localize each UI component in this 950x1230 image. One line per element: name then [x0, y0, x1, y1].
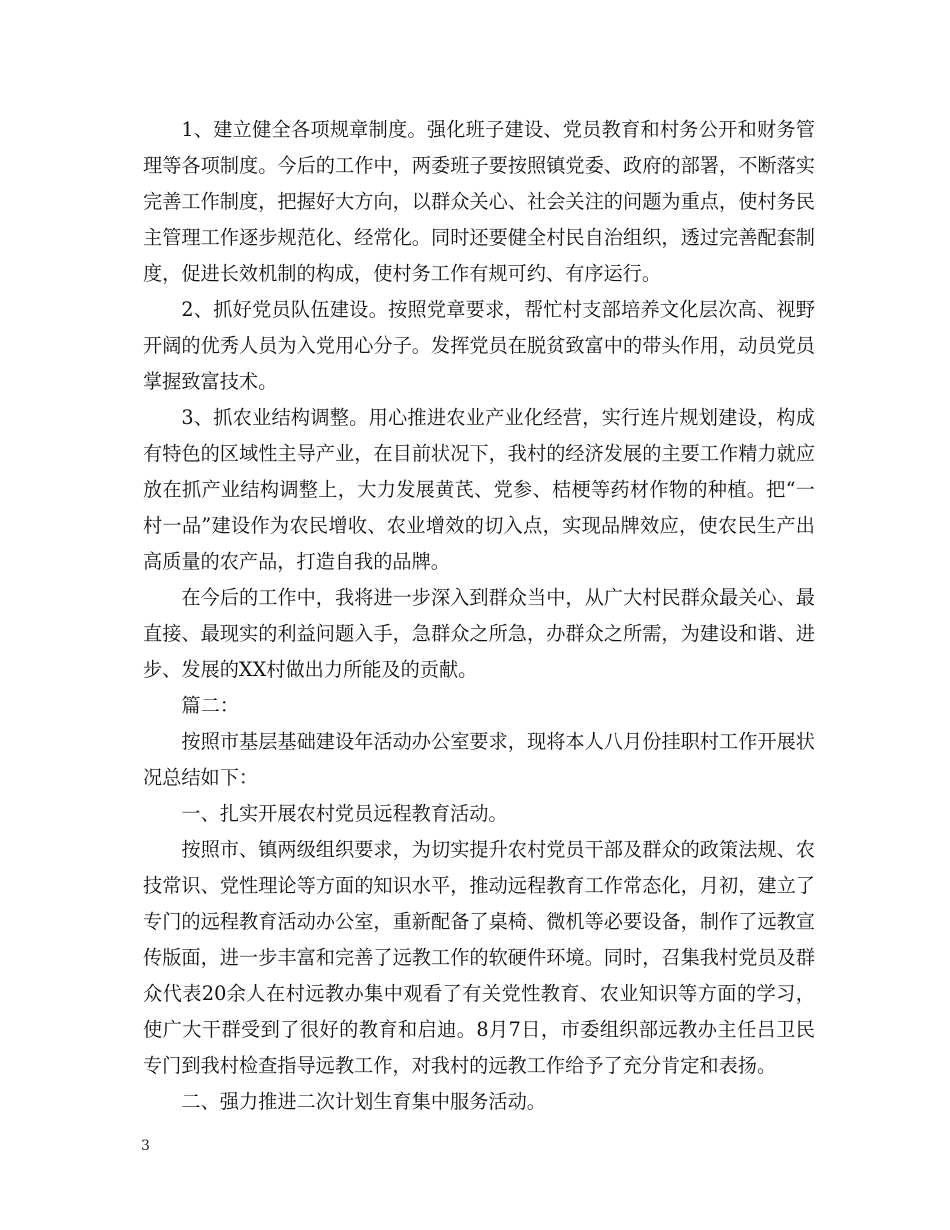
paragraph-summary-intro: 按照市基层基础建设年活动办公室要求，现将本人八月份挂职村工作开展状况总结如下： [143, 730, 815, 789]
paragraph-remote-education: 按照市、镇两级组织要求，为切实提升农村党员干部及群众的政策法规、农技常识、党性理论等方面的知识水平，推动远程教育工作常态化，月初，建立了专门的远程教育活动办公室，重新配备了桌椅、微机等必要设备，制作了远教宣传版面，进一步丰富和完善了远教工作的软硬件环境。同时，召集我村党员及群众代表20余人在村远教办集中观看了有关党性教育、农业知识等方面的学习，使广大干群受到了很好的教育和启迪。8月7日，市委组织部远教办主任吕卫民专门到我村检查指导远教工作，对我村的远教工作给予了充分肯定和表扬。 [143, 838, 815, 1077]
section-heading-part-two: 篇二： [181, 694, 239, 717]
paragraph-rules-system: 1、建立健全各项规章制度。强化班子建设、党员教育和村务公开和财务管理等各项制度。今后的工作中，两委班子要按照镇党委、政府的部署，不断落实完善工作制度，把握好大方向，以群众关心、社会关注的问题为重点，使村务民主管理工作逐步规范化、经常化。同时还要健全村民自治组织，透过完善配套制度，促进长效机制的构成，使村务工作有规可约、有序运行。 [143, 118, 815, 285]
heading-remote-education: 一、扎实开展农村党员远程教育活动。 [181, 802, 508, 825]
paragraph-party-member-team: 2、抓好党员队伍建设。按照党章要求，帮忙村支部培养文化层次高、视野开阔的优秀人员为入党用心分子。发挥党员在脱贫致富中的带头作用，动员党员掌握致富技术。 [143, 298, 815, 393]
page-number: 3 [141, 1138, 150, 1154]
heading-family-planning: 二、强力推进二次计划生育集中服务活动。 [181, 1090, 546, 1113]
paragraph-agricultural-structure: 3、抓农业结构调整。用心推进农业产业化经营，实行连片规划建设，构成有特色的区域性主导产业，在目前状况下，我村的经济发展的主要工作精力就应放在抓产业结构调整上，大力发展黄芪、党参、桔梗等药材作物的种植。把“一村一品”建设作为农民增收、农业增效的切入点，实现品牌效应，使农民生产出高质量的农产品，打造自我的品牌。 [143, 406, 815, 573]
paragraph-future-work: 在今后的工作中，我将进一步深入到群众当中，从广大村民群众最关心、最直接、最现实的利益问题入手，急群众之所急，办群众之所需，为建设和谐、进步、发展的XX村做出力所能及的贡献。 [143, 586, 815, 681]
document-body [143, 112, 815, 1120]
